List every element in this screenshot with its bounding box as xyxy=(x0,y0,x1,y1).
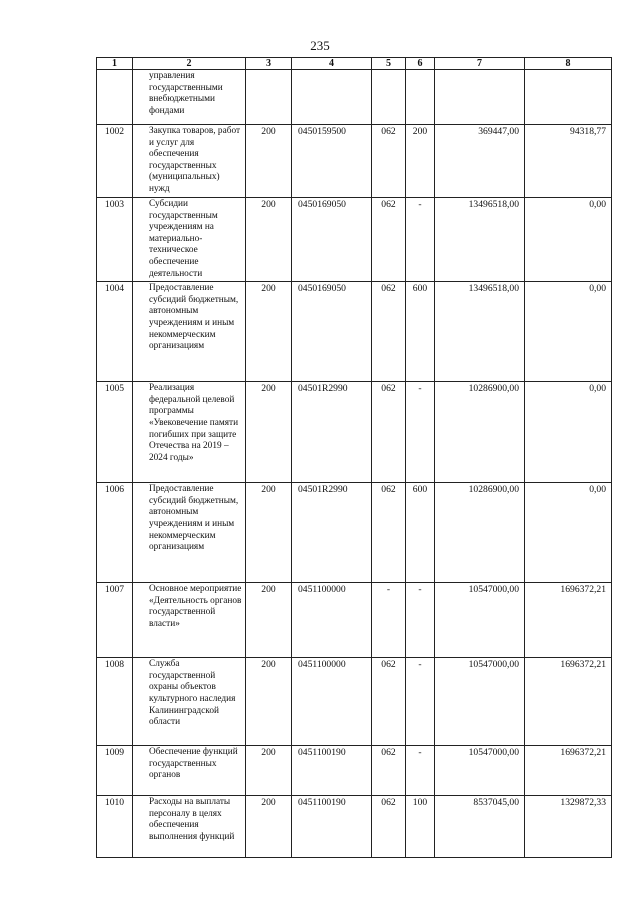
cell-col7: 369447,00 xyxy=(435,125,525,198)
cell-col7: 8537045,00 xyxy=(435,796,525,858)
cell-col8: 0,00 xyxy=(525,382,612,483)
row-number: 1005 xyxy=(97,382,133,483)
cell-col4: 04501R2990 xyxy=(292,382,372,483)
row-number: 1007 xyxy=(97,583,133,658)
cell-col7: 10286900,00 xyxy=(435,382,525,483)
column-header: 2 xyxy=(133,58,246,70)
cell-col8: 0,00 xyxy=(525,483,612,583)
row-number xyxy=(97,70,133,125)
row-name: Обеспечение функций государственных органов xyxy=(133,746,246,796)
cell-col5: 062 xyxy=(372,198,406,282)
row-number: 1003 xyxy=(97,198,133,282)
cell-col3: 200 xyxy=(246,746,292,796)
cell-col8: 1329872,33 xyxy=(525,796,612,858)
cell-col3: 200 xyxy=(246,198,292,282)
column-header: 7 xyxy=(435,58,525,70)
cell-col8 xyxy=(525,70,612,125)
cell-col4: 0450169050 xyxy=(292,282,372,382)
cell-col3: 200 xyxy=(246,483,292,583)
cell-col3: 200 xyxy=(246,282,292,382)
cell-col6: 600 xyxy=(406,282,435,382)
header-row xyxy=(97,58,612,70)
row-name: Реализация федеральной целевой программы «Увековечение памяти погибших при защите Отечества на 2019 – 2024 годы» xyxy=(133,382,246,483)
column-header: 6 xyxy=(406,58,435,70)
cell-col7: 13496518,00 xyxy=(435,198,525,282)
table-row xyxy=(97,70,612,125)
table-row xyxy=(97,382,612,483)
row-number: 1009 xyxy=(97,746,133,796)
row-number: 1004 xyxy=(97,282,133,382)
cell-col6: 200 xyxy=(406,125,435,198)
cell-col6: - xyxy=(406,198,435,282)
cell-col5: 062 xyxy=(372,658,406,746)
row-name: Субсидии государственным учреждениям на материально-техническое обеспечение деятельности xyxy=(133,198,246,282)
column-header: 3 xyxy=(246,58,292,70)
cell-col5: 062 xyxy=(372,125,406,198)
column-header: 4 xyxy=(292,58,372,70)
row-number: 1002 xyxy=(97,125,133,198)
cell-col3: 200 xyxy=(246,382,292,483)
cell-col6: - xyxy=(406,658,435,746)
page-number: 235 xyxy=(310,38,330,53)
cell-col6: 100 xyxy=(406,796,435,858)
cell-col4: 0451100000 xyxy=(292,658,372,746)
table-row xyxy=(97,282,612,382)
row-number: 1010 xyxy=(97,796,133,858)
cell-col8: 1696372,21 xyxy=(525,583,612,658)
row-name: Служба государственной охраны объектов культурного наследия Калининградской области xyxy=(133,658,246,746)
cell-col4: 04501R2990 xyxy=(292,483,372,583)
budget-table xyxy=(96,57,612,858)
cell-col5: 062 xyxy=(372,796,406,858)
row-name: Предоставление субсидий бюджетным, автономным учреждениям и иным некоммерческим организациям xyxy=(133,282,246,382)
cell-col7: 13496518,00 xyxy=(435,282,525,382)
cell-col3: 200 xyxy=(246,125,292,198)
cell-col8: 94318,77 xyxy=(525,125,612,198)
row-number: 1008 xyxy=(97,658,133,746)
table-row xyxy=(97,198,612,282)
row-number: 1006 xyxy=(97,483,133,583)
cell-col6: - xyxy=(406,746,435,796)
column-header: 1 xyxy=(97,58,133,70)
cell-col7: 10547000,00 xyxy=(435,658,525,746)
cell-col3: 200 xyxy=(246,583,292,658)
table-row xyxy=(97,658,612,746)
cell-col5: 062 xyxy=(372,746,406,796)
table-row xyxy=(97,583,612,658)
cell-col8: 1696372,21 xyxy=(525,746,612,796)
row-name: управления государственными внебюджетными фондами xyxy=(133,70,246,125)
cell-col6: - xyxy=(406,583,435,658)
cell-col3: 200 xyxy=(246,658,292,746)
row-name: Предоставление субсидий бюджетным, автономным учреждениям и иным некоммерческим организациям xyxy=(133,483,246,583)
cell-col4: 0450169050 xyxy=(292,198,372,282)
cell-col8: 0,00 xyxy=(525,282,612,382)
cell-col4: 0450159500 xyxy=(292,125,372,198)
cell-col4 xyxy=(292,70,372,125)
cell-col6: 600 xyxy=(406,483,435,583)
cell-col5: 062 xyxy=(372,282,406,382)
cell-col3 xyxy=(246,70,292,125)
cell-col5: - xyxy=(372,583,406,658)
cell-col6: - xyxy=(406,382,435,483)
cell-col7: 10286900,00 xyxy=(435,483,525,583)
table-row xyxy=(97,125,612,198)
cell-col5: 062 xyxy=(372,382,406,483)
table-body xyxy=(97,70,612,858)
cell-col8: 1696372,21 xyxy=(525,658,612,746)
cell-col4: 0451100190 xyxy=(292,746,372,796)
row-name: Закупка товаров, работ и услуг для обеспечения государственных (муниципальных) нужд xyxy=(133,125,246,198)
cell-col5: 062 xyxy=(372,483,406,583)
cell-col7 xyxy=(435,70,525,125)
row-name: Основное мероприятие «Деятельность органов государственной власти» xyxy=(133,583,246,658)
table-row xyxy=(97,746,612,796)
column-header: 8 xyxy=(525,58,612,70)
row-name: Расходы на выплаты персоналу в целях обеспечения выполнения функций xyxy=(133,796,246,858)
cell-col5 xyxy=(372,70,406,125)
table-row xyxy=(97,796,612,858)
cell-col7: 10547000,00 xyxy=(435,746,525,796)
cell-col8: 0,00 xyxy=(525,198,612,282)
cell-col4: 0451100190 xyxy=(292,796,372,858)
column-header: 5 xyxy=(372,58,406,70)
cell-col6 xyxy=(406,70,435,125)
cell-col7: 10547000,00 xyxy=(435,583,525,658)
cell-col4: 0451100000 xyxy=(292,583,372,658)
table-row xyxy=(97,483,612,583)
cell-col3: 200 xyxy=(246,796,292,858)
